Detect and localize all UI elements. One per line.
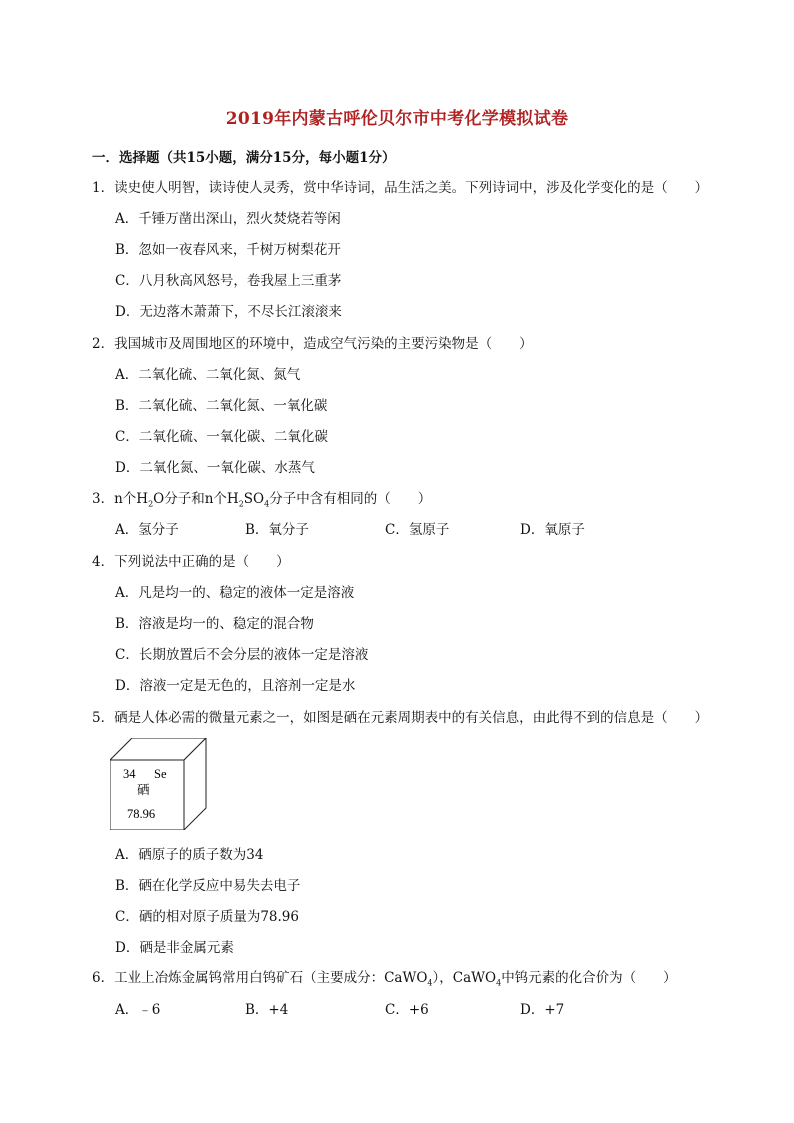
question-4-option-d: D．溶液一定是无色的，且溶剂一定是水 bbox=[115, 678, 356, 694]
question-1-option-d: D．无边落木萧萧下，不尽长江滚滚来 bbox=[115, 304, 342, 320]
question-6-option-b: B．+4 bbox=[245, 1002, 289, 1018]
question-3-option-b: B．氧分子 bbox=[245, 522, 309, 538]
element-name: 硒 bbox=[137, 782, 150, 797]
element-cell-cube bbox=[110, 738, 210, 830]
section-heading: 一．选择题（共15小题，满分15分，每小题1分） bbox=[92, 150, 396, 166]
question-5-option-a: A．硒原子的质子数为34 bbox=[115, 847, 264, 863]
question-2-option-c: C．二氧化硫、一氧化碳、二氧化碳 bbox=[115, 429, 328, 445]
question-1-option-a: A．千锤万凿出深山，烈火焚烧若等闲 bbox=[115, 211, 341, 227]
question-1-option-c: C．八月秋高风怒号，卷我屋上三重茅 bbox=[115, 273, 342, 289]
question-1-stem: 1．读史使人明智，读诗使人灵秀，赏中华诗词，品生活之美。下列诗词中，涉及化学变化的是（ ） bbox=[92, 180, 709, 196]
question-5-option-d: D．硒是非金属元素 bbox=[115, 940, 234, 956]
question-1-option-b: B．忽如一夜春风来，千树万树梨花开 bbox=[115, 242, 341, 258]
question-2-stem: 2．我国城市及周围地区的环境中，造成空气污染的主要污染物是（ ） bbox=[92, 336, 533, 352]
question-2-option-d: D．二氧化氮、一氧化碳、水蒸气 bbox=[115, 460, 315, 476]
question-5-option-c: C．硒的相对原子质量为78.96 bbox=[115, 909, 299, 925]
question-4-stem: 4．下列说法中正确的是（ ） bbox=[92, 554, 290, 570]
atomic-number: 34 bbox=[123, 767, 136, 781]
question-4-option-b: B．溶液是均一的、稳定的混合物 bbox=[115, 616, 314, 632]
atomic-mass: 78.96 bbox=[127, 807, 156, 821]
question-3-stem: 3．n个$H_2O$分子和n个$H_2SO_4$分子中含有相同的（ ） bbox=[92, 491, 432, 509]
question-4-option-a: A．凡是均一的、稳定的液体一定是溶液 bbox=[115, 585, 355, 601]
question-3-option-c: C．氢原子 bbox=[385, 522, 450, 538]
question-5-option-b: B．硒在化学反应中易失去电子 bbox=[115, 878, 301, 894]
question-4-option-c: C．长期放置后不会分层的液体一定是溶液 bbox=[115, 647, 369, 663]
question-3-option-a: A．氢分子 bbox=[115, 522, 179, 538]
question-6-option-c: C．+6 bbox=[385, 1002, 429, 1018]
element-cell-figure bbox=[110, 738, 210, 834]
question-2-option-b: B．二氧化硫、二氧化氮、一氧化碳 bbox=[115, 398, 328, 414]
question-3-option-d: D．氧原子 bbox=[520, 522, 585, 538]
question-6-stem: 6．工业上冶炼金属钨常用白钨矿石（主要成分：CaWO$_4$），CaWO$_4$中钨元素的化合价为（ ） bbox=[92, 970, 677, 988]
question-6-option-d: D．+7 bbox=[520, 1002, 565, 1018]
question-2-option-a: A．二氧化硫、二氧化氮、氮气 bbox=[115, 367, 301, 383]
question-5-stem: 5．硒是人体必需的微量元素之一，如图是硒在元素周期表中的有关信息，由此得不到的信息是（ ） bbox=[92, 710, 709, 726]
page-title: 2019年内蒙古呼伦贝尔市中考化学模拟试卷 bbox=[225, 109, 569, 129]
question-6-option-a: A．﹣6 bbox=[115, 1002, 161, 1018]
element-symbol: Se bbox=[154, 767, 167, 781]
